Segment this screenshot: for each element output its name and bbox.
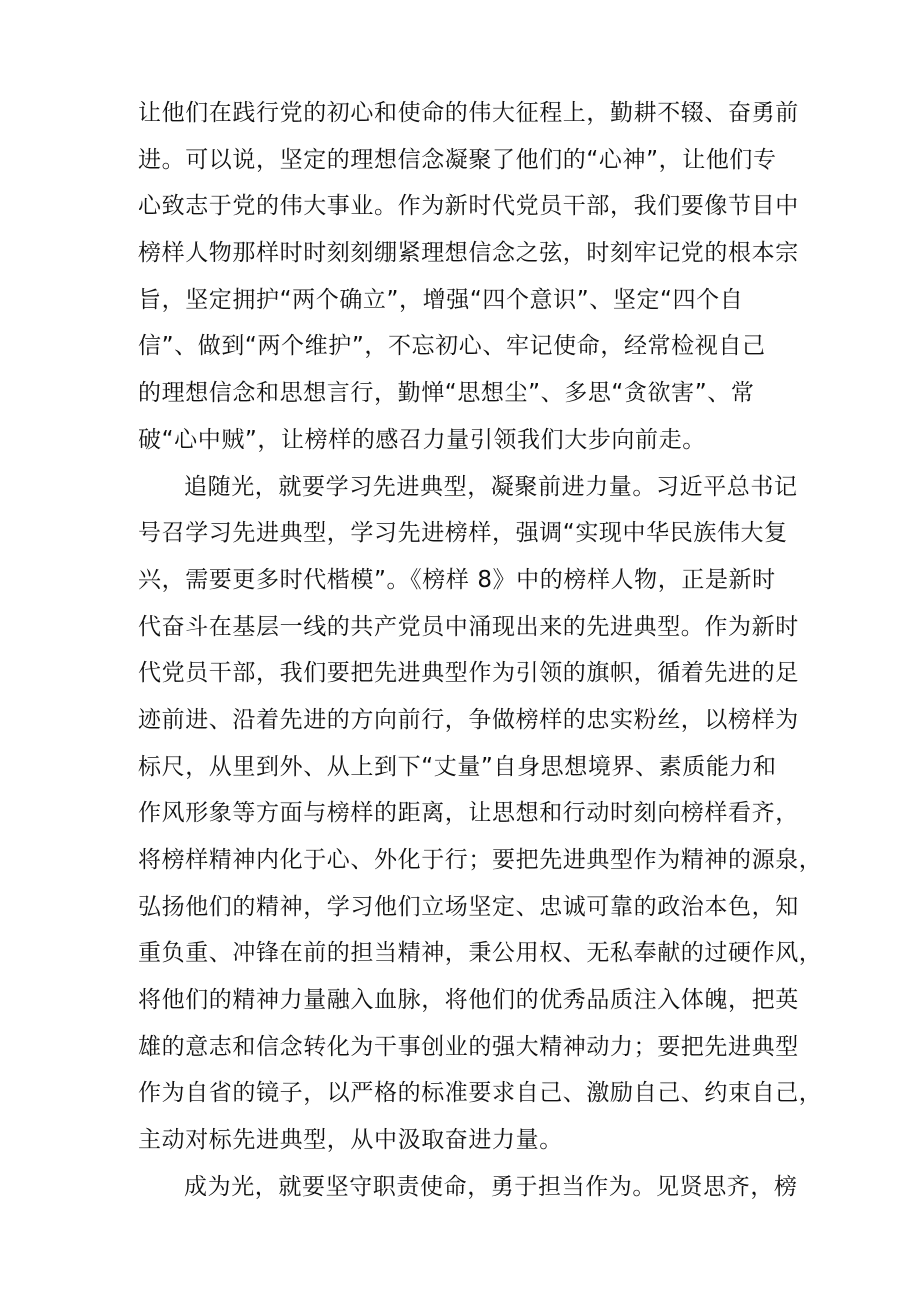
- text-line: 代奋斗在基层一线的共产党员中涌现出来的先进典型。作为新时: [138, 613, 799, 640]
- text-line: 信”、做到“两个维护”，不忘初心、牢记使命，经常检视自己: [138, 333, 766, 360]
- text-line: 作为自省的镜子，以严格的标准要求自己、激励自己、约束自己，: [138, 1080, 823, 1107]
- document-body: [138, 90, 823, 1211]
- text-line: 号召学习先进典型，学习先进榜样，强调“实现中华民族伟大复: [138, 520, 788, 547]
- text-line: 雄的意志和信念转化为干事创业的强大精神动力；要把先进典型: [138, 1033, 799, 1060]
- text-line: 作风形象等方面与榜样的距离，让思想和行动时刻向榜样看齐，: [138, 800, 799, 827]
- text-line: 迹前进、沿着先进的方向前行，争做榜样的忠实粉丝，以榜样为: [138, 706, 799, 733]
- paragraph-start-line: 追随光，就要学习先进典型，凝聚前进力量。习近平总书记: [184, 473, 798, 500]
- text-line: 兴，需要更多时代楷模”。《榜样 8》中的榜样人物，正是新时: [138, 566, 776, 593]
- text-line: 旨，坚定拥护“两个确立”，增强“四个意识”、坚定“四个自: [138, 286, 744, 313]
- text-line: 将榜样精神内化于心、外化于行；要把先进典型作为精神的源泉，: [138, 847, 823, 873]
- text-line: 进。可以说，坚定的理想信念凝聚了他们的“心神”，让他们专: [138, 146, 777, 173]
- text-line: 主动对标先进典型，从中汲取奋进力量。: [138, 1127, 563, 1154]
- paragraph-start-line: 成为光，就要坚守职责使命，勇于担当作为。见贤思齐，榜: [184, 1173, 798, 1200]
- text-line: 破“心中贼”，让榜样的感召力量引领我们大步向前走。: [138, 426, 706, 453]
- text-line: 代党员干部，我们要把先进典型作为引领的旗帜，循着先进的足: [138, 660, 799, 687]
- text-line: 的理想信念和思想言行，勤惮“思想尘”、多思“贪欲害”、常: [138, 380, 755, 407]
- text-line: 标尺，从里到外、从上到下“丈量”自身思想境界、素质能力和: [138, 753, 777, 780]
- text-line: 将他们的精神力量融入血脉，将他们的优秀品质注入体魄，把英: [138, 987, 799, 1014]
- text-line: 榜样人物那样时时刻刻绷紧理想信念之弦，时刻牢记党的根本宗: [138, 240, 799, 267]
- text-line: 弘扬他们的精神，学习他们立场坚定、忠诚可靠的政治本色，知: [138, 893, 799, 920]
- text-line: 重负重、冲锋在前的担当精神，秉公用权、无私奉献的过硬作风，: [138, 940, 823, 967]
- text-line: 让他们在践行党的初心和使命的伟大征程上，勤耕不辍、奋勇前: [138, 100, 799, 126]
- text-line: 心致志于党的伟大事业。作为新时代党员干部，我们要像节目中: [138, 193, 799, 220]
